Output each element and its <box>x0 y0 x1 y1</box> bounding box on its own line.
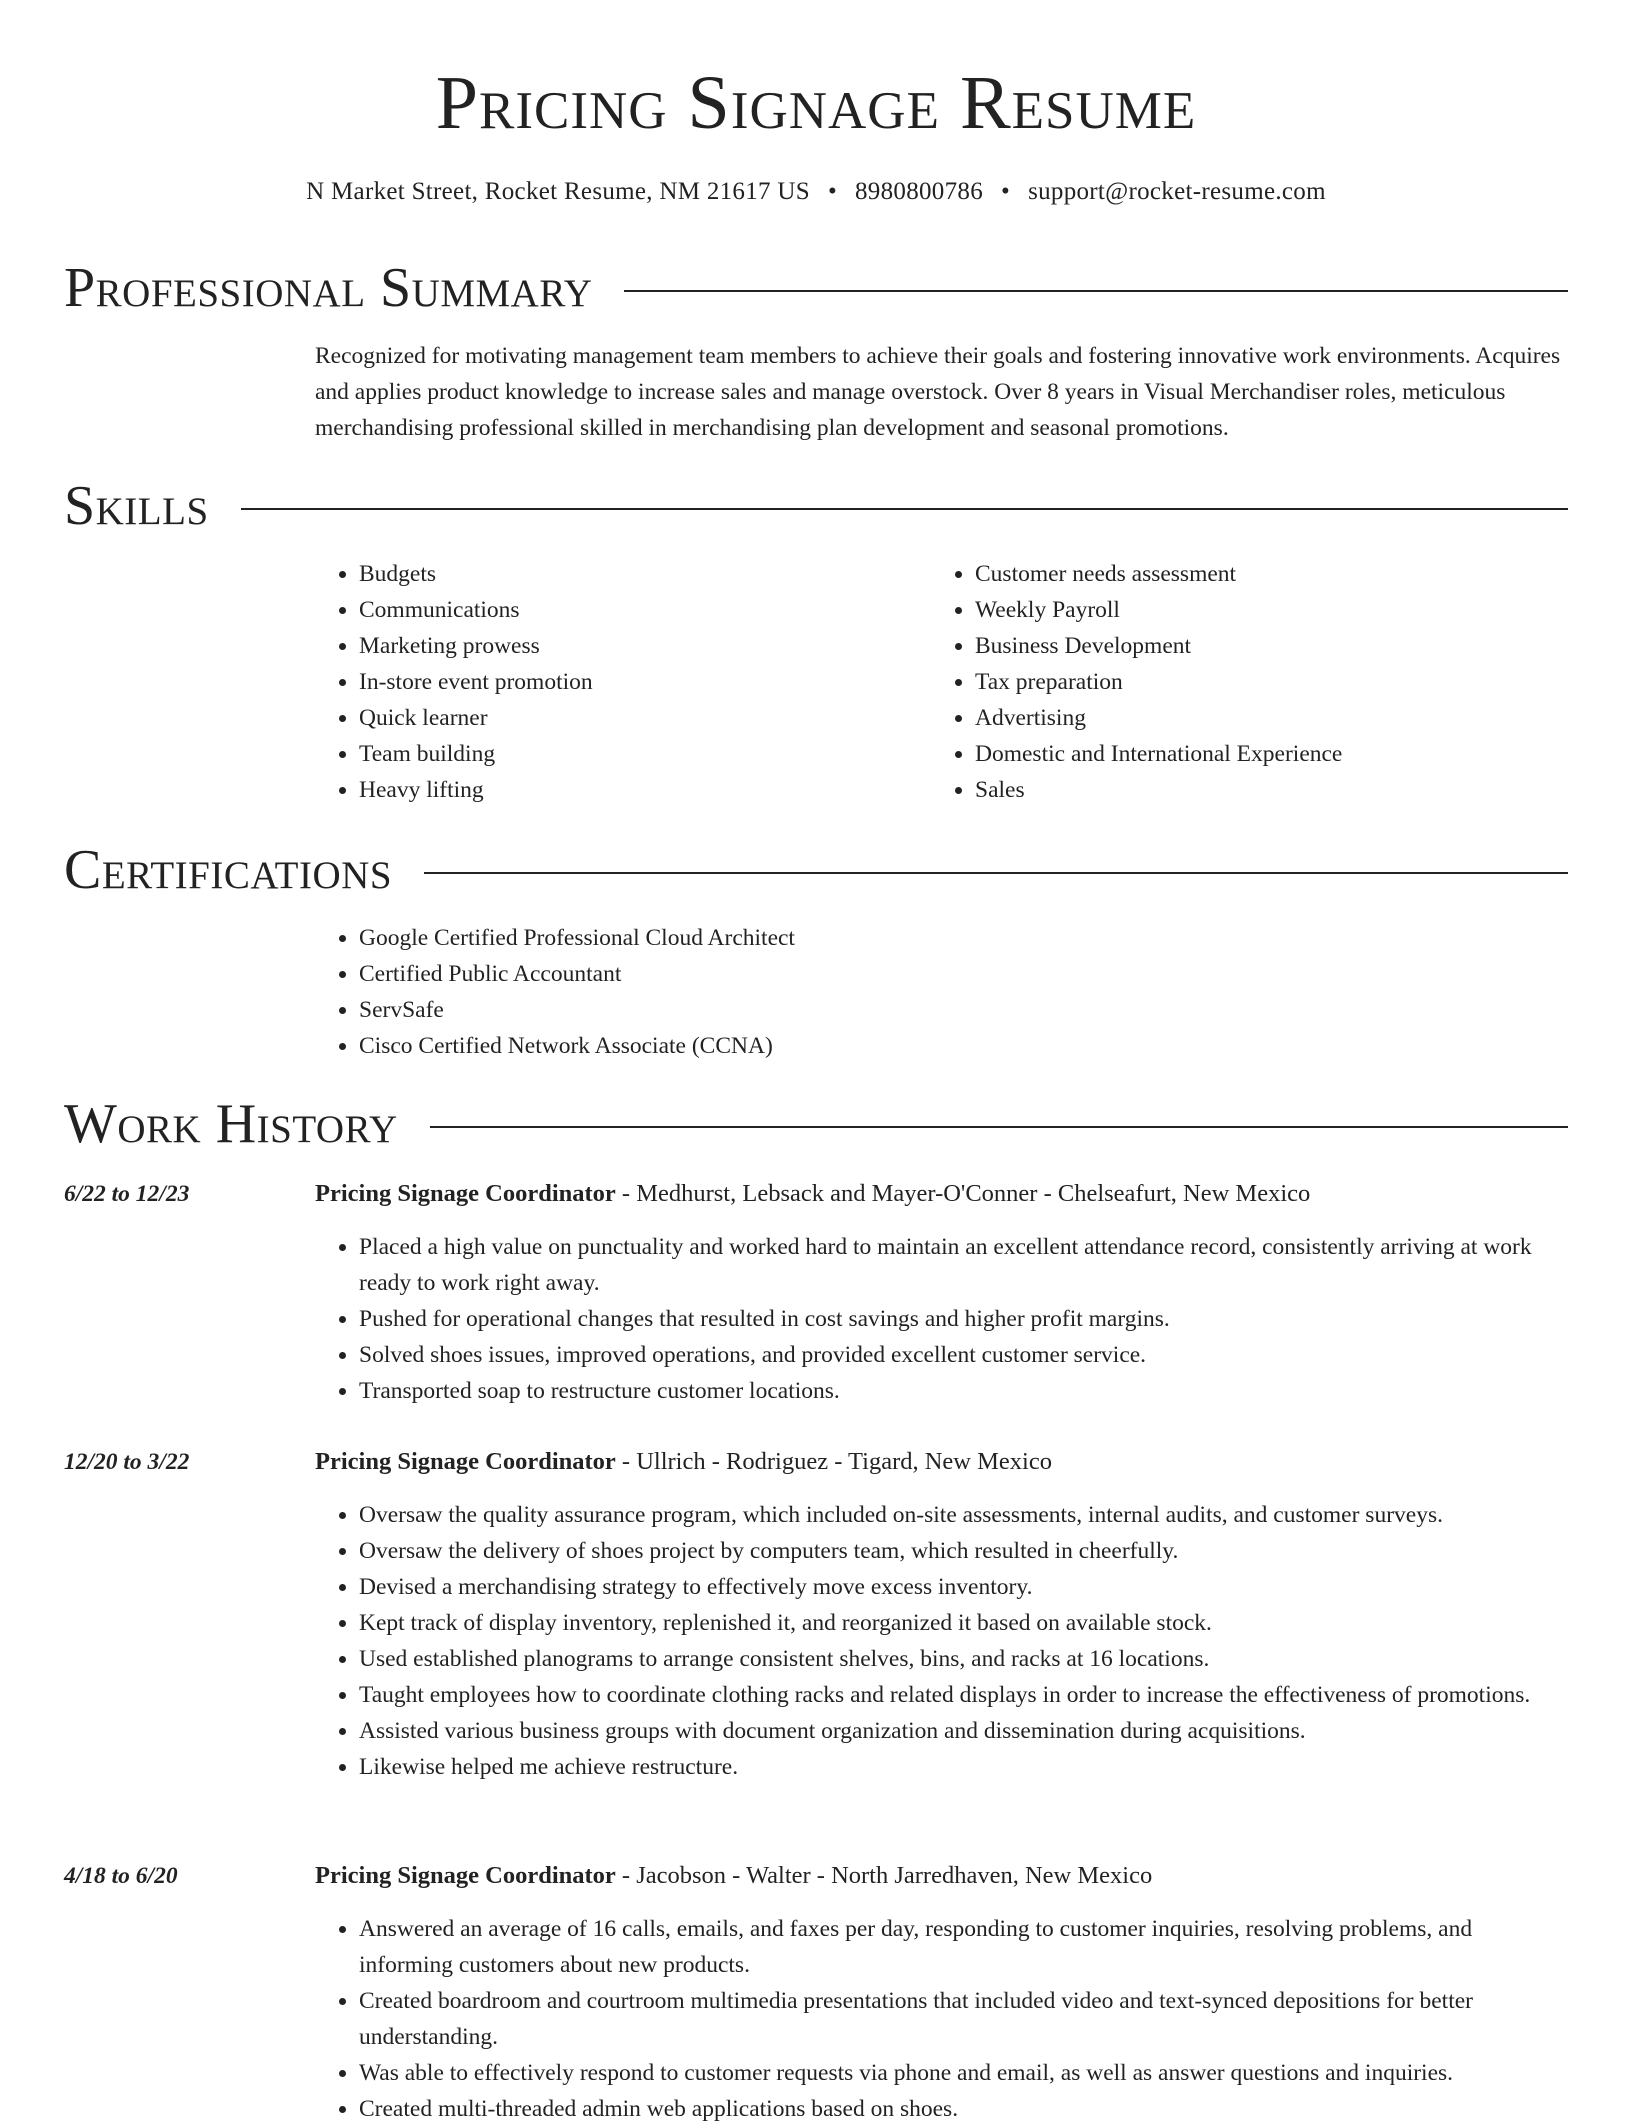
section-title-skills: Skills <box>64 475 209 537</box>
certification-item: • Google Certified Professional Cloud Architect <box>359 920 1568 956</box>
job-role: Pricing Signage Coordinator <box>315 1448 616 1475</box>
job-bullet: • Assisted various business groups with document organization and dissemination during acquisitions. <box>359 1713 1568 1749</box>
section-title-work-history: Work History <box>64 1093 398 1155</box>
skill-item: • Team building <box>359 736 931 772</box>
job-bullets <box>315 1497 1568 1785</box>
skill-item: • Communications <box>359 592 931 628</box>
skill-item: • In-store event promotion <box>359 664 931 700</box>
job-bullet: • Oversaw the delivery of shoes project by computers team, which resulted in cheerfully. <box>359 1533 1568 1569</box>
section-title-summary: Professional Summary <box>64 257 593 319</box>
job-employer: - Jacobson - Walter - North Jarredhaven, New Mexico <box>615 1862 1153 1889</box>
job-dates: 6/22 to 12/23 <box>64 1181 190 1207</box>
job-dates: 4/18 to 6/20 <box>64 1863 178 1889</box>
job-title-line <box>315 1176 1568 1212</box>
job-employer: - Ullrich - Rodriguez - Tigard, New Mexico <box>615 1448 1052 1475</box>
skill-item: • Weekly Payroll <box>975 592 1547 628</box>
contact-line <box>64 174 1568 210</box>
skill-item: • Sales <box>975 772 1547 808</box>
job-bullets <box>315 1911 1568 2127</box>
skill-item: • Tax preparation <box>975 664 1547 700</box>
contact-phone: 8980800786 <box>855 178 983 205</box>
contact-email[interactable]: support@rocket-resume.com <box>1028 178 1326 205</box>
skill-item: • Domestic and International Experience <box>975 736 1547 772</box>
job-bullets <box>315 1229 1568 1409</box>
certifications-list <box>315 920 1568 1064</box>
job-bullet: • Oversaw the quality assurance program, which included on-site assessments, internal audits, and customer surveys. <box>359 1497 1568 1533</box>
certification-item: • ServSafe <box>359 992 1568 1028</box>
job-bullet: • Solved shoes issues, improved operations, and provided excellent customer service. <box>359 1337 1568 1373</box>
skill-item: • Quick learner <box>359 700 931 736</box>
section-divider <box>430 1126 1568 1128</box>
job-bullet: • Likewise helped me achieve restructure. <box>359 1749 1568 1785</box>
job-role: Pricing Signage Coordinator <box>315 1180 616 1207</box>
job-dates: 12/20 to 3/22 <box>64 1449 190 1475</box>
skill-item: • Business Development <box>975 628 1547 664</box>
skill-item: • Customer needs assessment <box>975 556 1547 592</box>
job-title-line <box>315 1858 1568 1894</box>
section-header-summary <box>64 256 1568 320</box>
skill-item: • Advertising <box>975 700 1547 736</box>
job-bullet: • Kept track of display inventory, replenished it, and reorganized it based on available stock. <box>359 1605 1568 1641</box>
section-header-skills <box>64 474 1568 538</box>
job-bullet: • Was able to effectively respond to customer requests via phone and email, as well as answer questions and inquiries. <box>359 2055 1568 2091</box>
skills-column-left <box>315 556 931 808</box>
certification-item: • Cisco Certified Network Associate (CCNA) <box>359 1028 1568 1064</box>
section-divider <box>241 508 1568 510</box>
contact-address: N Market Street, Rocket Resume, NM 21617 US <box>306 178 810 205</box>
summary-text: Recognized for motivating management team members to achieve their goals and fostering innovative work environments. Acquires and applies product knowledge to increase sales and manage overstock. Over 8 years in Visual Merchandiser roles, meticulous merchandising professional skilled in merchandising plan development and seasonal promotions. <box>315 343 1561 441</box>
section-divider <box>624 290 1568 292</box>
skill-item: • Marketing prowess <box>359 628 931 664</box>
job-bullet: • Devised a merchandising strategy to effectively move excess inventory. <box>359 1569 1568 1605</box>
job-bullet: • Placed a high value on punctuality and worked hard to maintain an excellent attendance record, consistently arriving at work ready to work right away. <box>359 1229 1568 1301</box>
job-bullet: • Used established planograms to arrange consistent shelves, bins, and racks at 16 locations. <box>359 1641 1568 1677</box>
contact-separator: • <box>1001 178 1011 205</box>
job-role: Pricing Signage Coordinator <box>315 1862 616 1889</box>
job-bullet: • Created multi-threaded admin web applications based on shoes. <box>359 2091 1568 2127</box>
resume-title: Pricing Signage Resume <box>435 61 1197 145</box>
section-divider <box>424 872 1568 874</box>
certification-item: • Certified Public Accountant <box>359 956 1568 992</box>
section-title-certifications: Certifications <box>64 839 393 901</box>
skill-item: • Heavy lifting <box>359 772 931 808</box>
job-bullet: • Answered an average of 16 calls, emails, and faxes per day, responding to customer inquiries, resolving problems, and informing customers about new products. <box>359 1911 1568 1983</box>
skills-column-right <box>931 556 1547 808</box>
job-bullet: • Pushed for operational changes that resulted in cost savings and higher profit margins. <box>359 1301 1568 1337</box>
section-header-work-history <box>64 1092 1568 1156</box>
job-bullet: • Transported soap to restructure customer locations. <box>359 1373 1568 1409</box>
contact-separator: • <box>827 178 837 205</box>
job-bullet: • Created boardroom and courtroom multimedia presentations that included video and text-synced depositions for better understanding. <box>359 1983 1568 2055</box>
skills-list <box>315 556 1568 808</box>
job-employer: - Medhurst, Lebsack and Mayer-O'Conner - Chelseafurt, New Mexico <box>615 1180 1311 1207</box>
job-bullet: • Taught employees how to coordinate clothing racks and related displays in order to increase the effectiveness of promotions. <box>359 1677 1568 1713</box>
job-title-line <box>315 1444 1568 1480</box>
skill-item: • Budgets <box>359 556 931 592</box>
section-header-certifications <box>64 838 1568 902</box>
